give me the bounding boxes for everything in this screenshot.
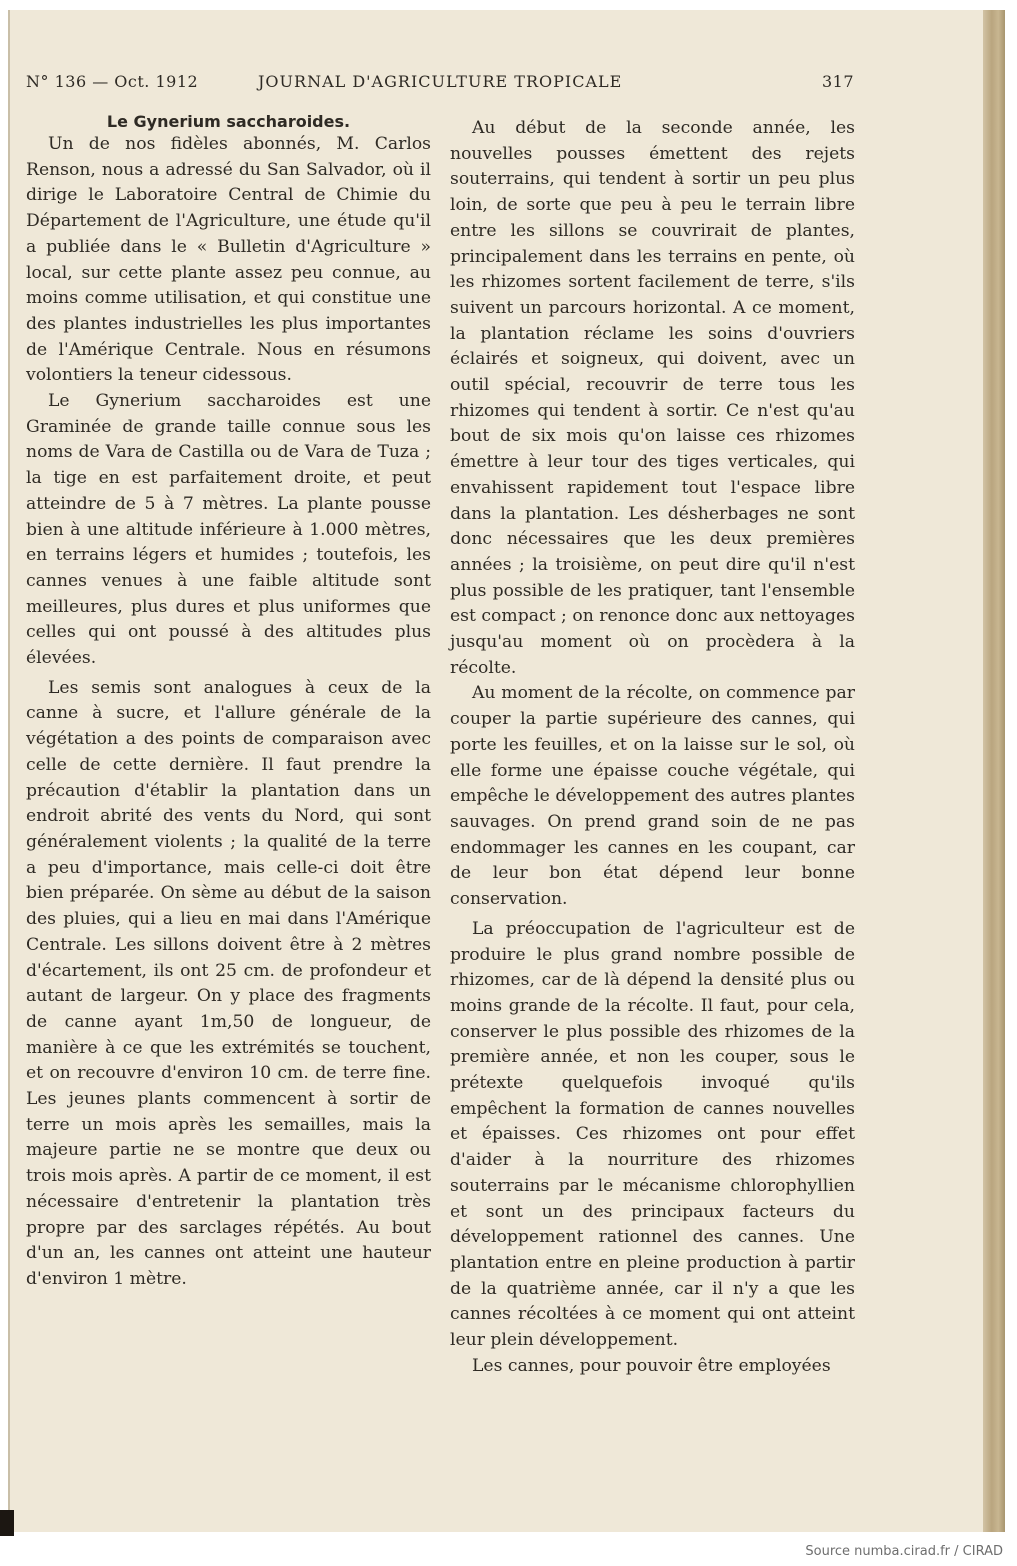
- paragraph: Au début de la seconde année, les nouvelles pousses émettent des rejets souterrains, qui tendent à sortir un peu plus loin, de sorte que peu à peu le terrain libre entre les sillons se couvrirait de plantes, principalement dans les terrains en pente, où les rhizomes sortent facilement de terre, s'ils suivent un parcours horizontal. A ce moment, la plantation réclame les soins d'ouvriers éclairés et soigneux, qui doivent, avec un outil spécial, recouvrir de terre tous les rhizomes qui tendent à sortir. Ce n'est qu'au bout de six mois qu'on laisse ces rhizomes émettre à leur tour des tiges verticales, qui envahissent rapidement tout l'espace libre dans la plantation. Les désherbages ne sont donc nécessaires que les deux premières années ; la troisième, on peut dire qu'il n'est plus possible de les pratiquer, tant l'ensemble est compact ; on renonce donc aux nettoyages jusqu'au moment où on procèdera à la récolte.: [450, 118, 855, 678]
- running-header: [26, 72, 856, 96]
- source-credit: Source numba.cirad.fr / CIRAD: [805, 1544, 1003, 1559]
- issue-date: N° 136 — Oct. 1912: [26, 72, 199, 91]
- article-title: Le Gynerium saccharoides.: [106, 112, 351, 131]
- page-corner-shadow: [0, 1510, 14, 1536]
- journal-title: JOURNAL D'AGRICULTURE TROPICALE: [258, 72, 623, 91]
- paragraph: Les cannes, pour pouvoir être employées: [472, 1355, 831, 1376]
- paragraph: La préoccupation de l'agriculteur est de produire le plus grand nombre possible de rhizomes, car de là dépend la densité plus ou moins grande de la récolte. Il faut, pour cela, conserver le plus possible des rhizomes de la première année, et non les couper, sous le prétexte quelquefois invoqué qu'ils empêchent la formation de cannes nouvelles et épaisses. Ces rhizomes ont pour effet d'aider à la nourriture des rhizomes souterrains par le mécanisme chlorophyllien et sont un des principaux facteurs du développement rationnel des cannes. Une plantation entre en pleine production à partir de la quatrième année, car il n'y a que les cannes récoltées à ce moment qui ont atteint leur plein développement.: [450, 918, 855, 1351]
- paragraph: Au moment de la récolte, on commence par couper la partie supérieure des cannes, qui porte les feuilles, et on la laisse sur le sol, où elle forme une épaisse couche végétale, qui empêche le développement des autres plantes sauvages. On prend grand soin de ne pas endommager les cannes en les coupant, car de leur bon état dépend leur bonne conservation.: [450, 683, 855, 910]
- paragraph: Un de nos fidèles abonnés, M. Carlos Renson, nous a adressé du San Salvador, où il dirige le Laboratoire Central de Chimie du Département de l'Agriculture, une étude qu'il a publiée dans le « Bulletin d'Agriculture » local, sur cette plante assez peu connue, au moins comme utilisation, et qui constitue une des plantes industrielles les plus importantes de l'Amérique Centrale. Nous en résumons volontiers la teneur cidessous.: [26, 134, 431, 386]
- page-number: 317: [821, 72, 854, 91]
- paragraph: Le Gynerium saccharoides est une Graminée de grande taille connue sous les noms de Vara de Castilla ou de Vara de Tuza ; la tige en est parfaitement droite, et peut atteindre de 5 à 7 mètres. La plante pousse bien à une altitude inférieure à 1.000 mètres, en terrains légers et humides ; toutefois, les cannes venues à une faible altitude sont meilleures, plus dures et plus uniformes que celles qui ont poussé à des altitudes plus élevées.: [26, 391, 431, 669]
- page-binding-edge: [983, 10, 1005, 1532]
- paragraph: Les semis sont analogues à ceux de la canne à sucre, et l'allure générale de la végétation a des points de comparaison avec celle de cette dernière. Il faut prendre la précaution d'établir la plantation dans un endroit abrité des vents du Nord, qui sont généralement violents ; la qualité de la terre a peu d'importance, mais celle-ci doit être bien préparée. On sème au début de la saison des pluies, qui a lieu en mai dans l'Amérique Centrale. Les sillons doivent être à 2 mètres d'écartement, ils ont 25 cm. de profondeur et autant de largeur. On y place des fragments de canne ayant 1m,50 de longueur, de manière à ce que les extrémités se touchent, et on recouvre d'environ 10 cm. de terre fine. Les jeunes plants commencent à sortir de terre un mois après les semailles, mais la majeure partie ne se montre que deux ou trois mois après. A partir de ce moment, il est nécessaire d'entretenir la plantation très propre par des sarclages répétés. Au bout d'un an, les cannes ont atteint une hauteur d'environ 1 mètre.: [26, 677, 431, 1289]
- right-column: [450, 116, 855, 1379]
- left-column: [26, 112, 431, 1293]
